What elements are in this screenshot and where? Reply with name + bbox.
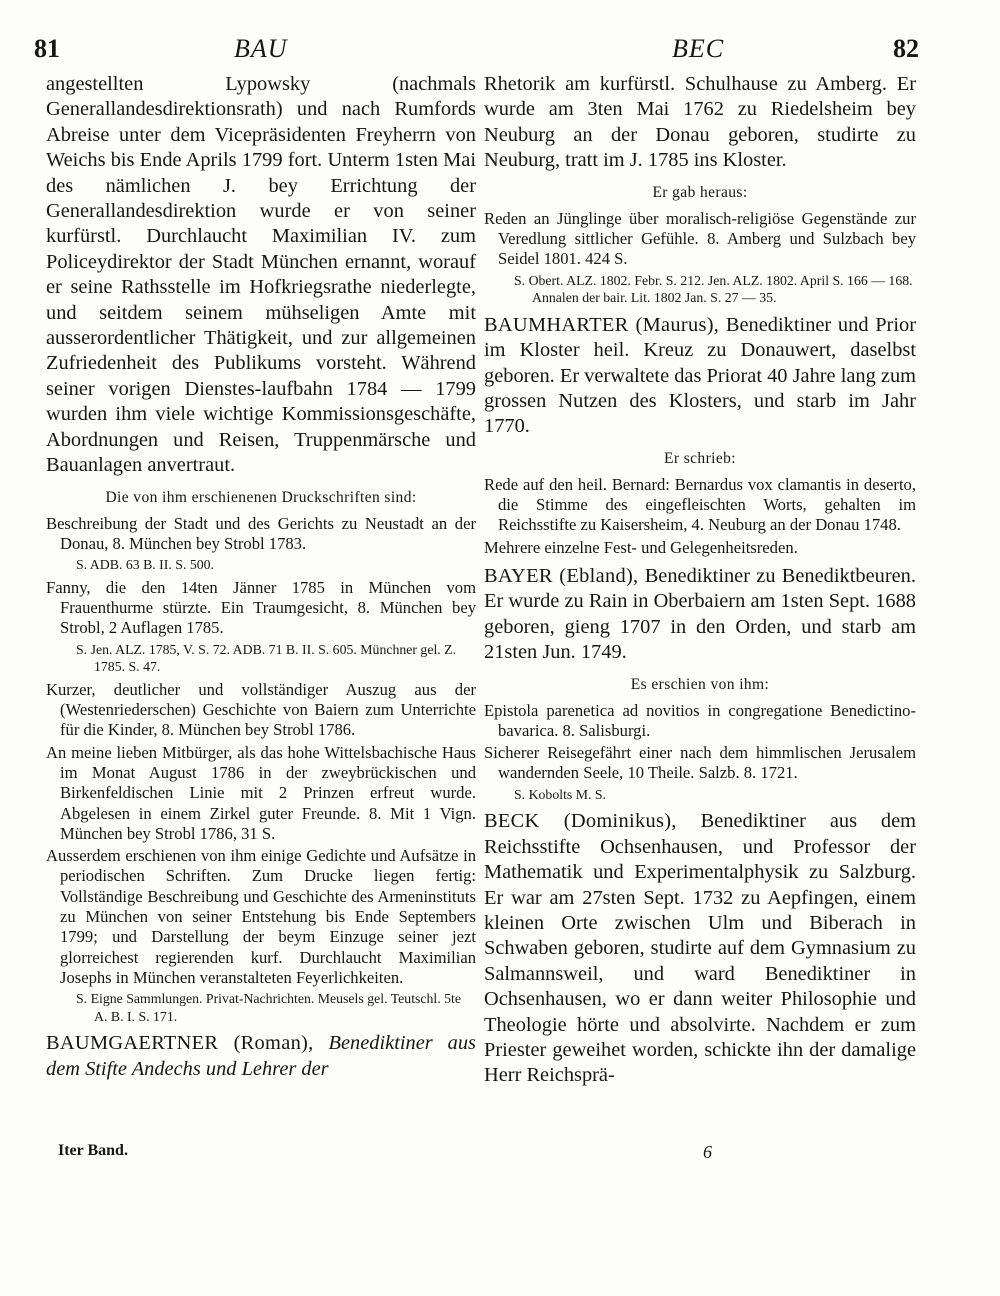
publications-heading: Er schrieb: bbox=[664, 449, 736, 467]
reference-note: S. Eigne Sammlungen. Privat-Nachrichten. Meusels gel. Teutschl. 5te A. B. I. S. 171. bbox=[76, 991, 462, 1024]
signature-mark: 6 bbox=[703, 1142, 712, 1162]
right-column bbox=[484, 72, 916, 1089]
entry-baumharter bbox=[484, 313, 916, 440]
publication-item: Fanny, die den 14ten Jänner 1785 in München vom Frauenthurme stürzte. Ein Traumgesicht, 8. München bey Strobl, 2 Auflagen 1785. bbox=[46, 577, 476, 638]
entry-text: Benediktiner zu Benediktbeuren. Er wurde zu Rain in Oberbaiern am 1sten Sept. 1688 geboren, gieng 1707 in den Orden, und starb am 21sten Jun. 1749. bbox=[484, 564, 916, 664]
publication-item: Ausserdem erschienen von ihm einige Gedichte und Aufsätze in periodischen Schriften. Zum Drucke liegen fertig: Vollständige Beschreibung und Geschichte des Armeninstituts zu München von seiner Entstehung bis Ende Septembers 1799; und Darstellung der beym Einzuge seiner jezt glorreichest regierenden kurf. Durchlaucht Maximilian Josephs in München veranstalteten Feyerlichkeiten. bbox=[46, 846, 476, 987]
entry-name: BAUMGAERTNER (Roman), bbox=[46, 1032, 314, 1055]
publications-heading: Die von ihm erschienenen Druckschriften sind: bbox=[105, 488, 417, 506]
reference-note: S. ADB. 63 B. II. S. 500. bbox=[76, 557, 214, 573]
entry-name: BECK (Dominikus), bbox=[484, 810, 677, 833]
entry-continuation-text: Rhetorik am kurfürstl. Schulhause zu Amberg. Er wurde am 3ten Mai 1762 zu Riedelsheim bey Neuburg an der Donau geboren, studirte zu Neuburg, tratt im J. 1785 ins Kloster. bbox=[484, 73, 916, 172]
running-head-right: BEC bbox=[672, 34, 725, 63]
publication-item: Mehrere einzelne Fest- und Gelegenheitsreden. bbox=[484, 537, 798, 557]
publications-heading: Es erschien von ihm: bbox=[630, 675, 770, 693]
running-head-left: BAU bbox=[234, 34, 288, 63]
entry-text: Benediktiner aus dem Stifte Andechs und Lehrer der bbox=[46, 1032, 476, 1080]
entry-text: Benediktiner aus dem Reichsstifte Ochsenhausen, und Professor der Mathematik und Experimentalphysik zu Salzburg. Er war am 27sten Sept. 1732 zu Aepfingen, einem kleinen Orte zwischen Ulm und Biberach in Schwaben geboren, studirte auf dem Gymnasium zu Salmannsweil, und ward Benediktiner in Ochsenhausen, wo er dann weiter Philosophie und Theologie hörte und absolvirte. Nachdem er zum Priester geweihet worden, schickte ihn der damalige Herr Reichsprä- bbox=[484, 810, 917, 1087]
entry-text: Benediktiner und Prior im Kloster heil. Kreuz zu Donauwert, daselbst geboren. Er verwaltete das Priorat 40 Jahre lang zum grossen Nutzen des Klosters, und starb im Jahr 1770. bbox=[484, 313, 917, 438]
publication-item: Sicherer Reisegefährt einer nach dem himmlischen Jerusalem wandernden Seele, 10 Theile. Salzb. 8. 1721. bbox=[484, 743, 916, 783]
page-number-right: 82 bbox=[893, 34, 919, 63]
publication-item: An meine lieben Mitbürger, als das hohe Wittelsbachische Haus im Monat August 1786 in der zweybrückischen und Birkenfeldischen Linie mit 2 Prinzen erfreut wurde. Abgelesen in einem Zirkel guter Freunde. 8. Mit 1 Vign. München bey Strobl 1786, 31 S. bbox=[46, 742, 476, 843]
reference-note: S. Jen. ALZ. 1785, V. S. 72. ADB. 71 B. II. S. 605. Münchner gel. Z. 1785. S. 47. bbox=[76, 641, 457, 675]
reference-note: S. Obert. ALZ. 1802. Febr. S. 212. Jen. ALZ. 1802. April S. 166 — 168. Annalen der bair. Lit. 1802 Jan. S. 27 — 35. bbox=[514, 272, 913, 306]
page-number-left: 81 bbox=[34, 34, 60, 63]
publication-item: Epistola parenetica ad novitios in congregatione Benedictino-bavarica. 8. Salisburgi. bbox=[484, 700, 916, 740]
left-column bbox=[46, 72, 476, 1082]
publication-item: Kurzer, deutlicher und vollständiger Auszug aus der (Westenriederschen) Geschichte von Baiern zum Unterrichte für die Kinder, 8. München bey Strobl 1786. bbox=[46, 679, 476, 740]
publications-heading: Er gab heraus: bbox=[652, 183, 748, 201]
entry-continuation-text: angestellten Lypowsky (nachmals Generallandesdirektionsrath) und nach Rumfords Abreise unter dem Vicepräsidenten Freyherrn von Weichs bis Ende Aprils 1799 fort. Unterm 1sten Mai des nämlichen J. bey Errichtung der Generallandesdirektion wurde er von seiner kurfürstl. Durchlaucht Maximilian IV. zum Policeydirektor der Stadt München ernannt, worauf er seine Rathsstelle im Hofkriegsrathe niederlegte, und seitdem seinem mühseligen Amte mit ausserordentlicher Thätigkeit, und zur allgemeinen Zufriedenheit des Publikums vorsteht. Während seiner vorigen Dienstes-laufbahn 1784 — 1799 wurden ihm viele wichtige Kommissionsgeschäfte, Abordnungen und Reisen, Truppenmärsche und Bauanlagen anvertraut. bbox=[46, 73, 476, 477]
entry-name: BAUMHARTER (Maurus), bbox=[484, 313, 720, 336]
volume-footer: Iter Band. bbox=[58, 1142, 128, 1159]
entry-baumgaertner bbox=[46, 1031, 476, 1082]
publication-item: Rede auf den heil. Bernard: Bernardus vox clamantis in deserto, die Stimme des eingefleischten Worts, gehalten im Reichsstifte zu Kaisersheim, 4. Neuburg an der Donau 1748. bbox=[484, 474, 916, 535]
publication-item: Beschreibung der Stadt und des Gerichts zu Neustadt an der Donau, 8. München bey Strobl 1783. bbox=[46, 513, 476, 553]
publication-item: Reden an Jünglinge über moralisch-religiöse Gegenstände zur Veredlung sittlicher Gefühle. 8. Amberg und Sulzbach bey Seidel 1801. 424 S. bbox=[484, 208, 916, 269]
entry-name: BAYER (Ebland), bbox=[484, 564, 639, 587]
entry-bayer bbox=[484, 564, 916, 666]
reference-note: S. Kobolts M. S. bbox=[514, 786, 607, 802]
entry-beck bbox=[484, 809, 916, 1088]
